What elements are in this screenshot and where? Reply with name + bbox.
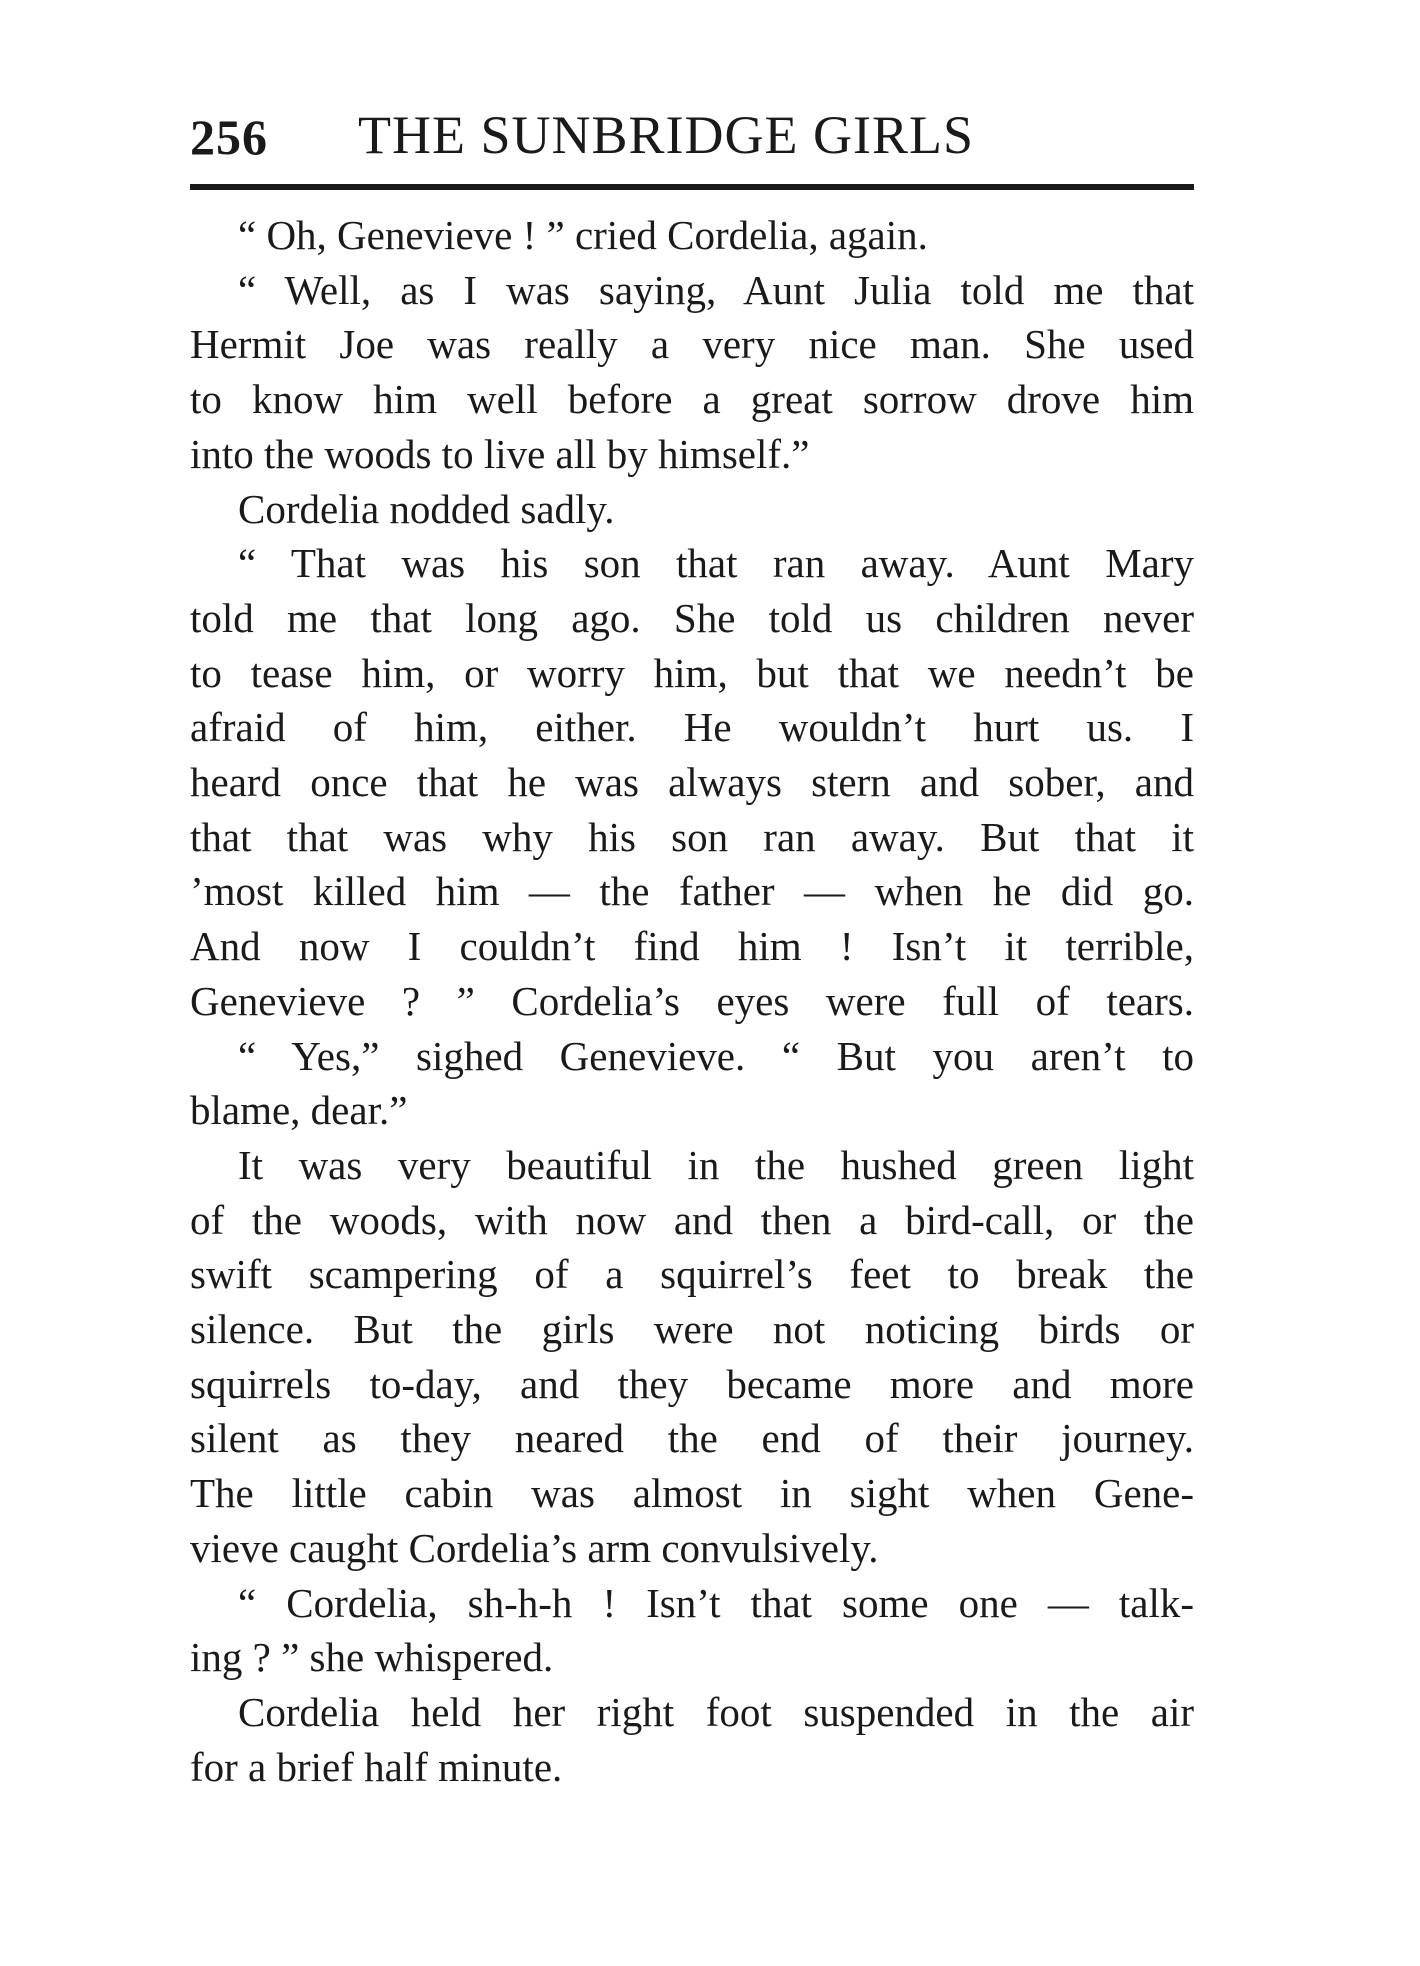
book-page [190, 100, 1194, 1790]
text-line: swift scampering of a squirrel’s feet to break the [190, 1251, 1194, 1298]
text-line: to know him well before a great sorrow drove him [190, 376, 1194, 423]
text-line: Genevieve ? ” Cordelia’s eyes were full of tears. [190, 977, 1194, 1024]
text-line: into the woods to live all by himself.” [190, 430, 810, 477]
text-line: Cordelia held her right foot suspended in the air [238, 1688, 1194, 1735]
text-line: for a brief half minute. [190, 1743, 563, 1790]
running-title: THE SUNBRIDGE GIRLS [358, 105, 975, 165]
text-line: heard once that he was always stern and sober, and [190, 759, 1194, 806]
text-line: told me that long ago. She told us children never [190, 594, 1194, 641]
text-line: silent as they neared the end of their journey. [190, 1415, 1194, 1462]
text-line: “ That was his son that ran away. Aunt Mary [238, 540, 1194, 587]
text-line: “ Oh, Genevieve ! ” cried Cordelia, again. [238, 212, 928, 258]
text-line: squirrels to-day, and they became more and more [190, 1360, 1194, 1407]
header-rule [190, 184, 1194, 190]
text-line: ing ? ” she whispered. [190, 1634, 554, 1681]
text-line: vieve caught Cordelia’s arm convulsively. [190, 1524, 879, 1571]
text-line: Hermit Joe was really a very nice man. She used [190, 321, 1194, 368]
text-line: And now I couldn’t find him ! Isn’t it terrible, [190, 923, 1194, 970]
text-line: that that was why his son ran away. But that it [190, 813, 1194, 860]
text-line: “ Yes,” sighed Genevieve. “ But you aren’t to [238, 1032, 1194, 1079]
text-line: The little cabin was almost in sight when Gene- [190, 1470, 1194, 1517]
text-line: It was very beautiful in the hushed green light [238, 1141, 1194, 1188]
text-line: ’most killed him — the father — when he did go. [190, 868, 1194, 915]
text-line: afraid of him, either. He wouldn’t hurt us. I [190, 704, 1194, 751]
text-line: blame, dear.” [190, 1087, 408, 1134]
text-line: Cordelia nodded sadly. [238, 485, 615, 532]
page-number: 256 [190, 109, 268, 165]
text-line: “ Well, as I was saying, Aunt Julia told me that [238, 266, 1194, 313]
running-head [190, 100, 1194, 180]
text-line: “ Cordelia, sh-h-h ! Isn’t that some one — talk- [238, 1579, 1194, 1626]
text-line: silence. But the girls were not noticing birds or [190, 1306, 1194, 1353]
body-text [190, 208, 1194, 1794]
text-line: of the woods, with now and then a bird-call, or the [190, 1196, 1194, 1243]
text-line: to tease him, or worry him, but that we needn’t be [190, 649, 1194, 696]
